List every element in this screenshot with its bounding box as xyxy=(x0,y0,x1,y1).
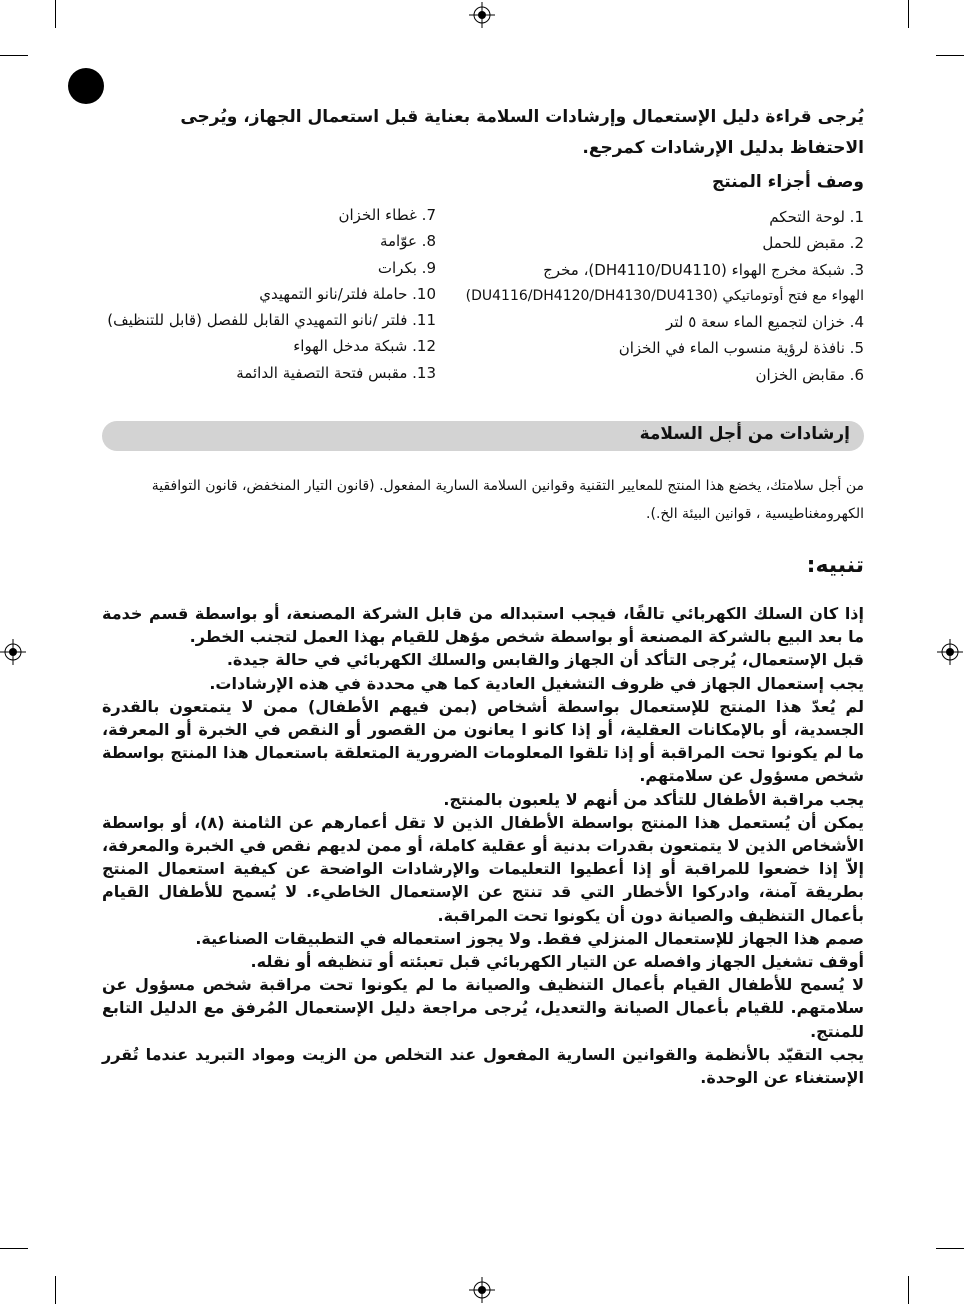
warning-paragraph: إذا كان السلك الكهربائي تالفًا، فيجب استبداله من قابل الشركة المصنعة، أو بواسطة قسم خدمة ما بعد البيع بالشركة المصنعة أو بواسطة شخص مؤهل للقيام بهذا العمل لتجنب الخطر. xyxy=(102,604,864,647)
list-item: 3. شبكة مخرج الهواء (DH4110/DU4110)، مخرج xyxy=(543,260,864,279)
crop-mark xyxy=(936,1248,964,1249)
list-item: 1. لوحة التحكم xyxy=(769,208,864,226)
warnings-block xyxy=(102,602,864,1089)
warning-paragraph: يجب التقيّد بالأنظمة والقوانين السارية المفعول عند التخلص من الزيت ومواد التبريد عندما تُقرر الإستغناء عن الوحدة. xyxy=(102,1044,864,1088)
crop-mark xyxy=(936,55,964,56)
warning-paragraph: لا يُسمح للأطفال القيام بأعمال التنظيف والصيانة ما لم يكونوا تحت مراقبة شخص مسؤول عن سلامتهم. للقيام بأعمال الصيانة والتعديل، يُرجى مراجعة دليل الإستعمال المُرفق مع الدليل التابع للمنتج. xyxy=(102,975,864,1041)
warning-paragraph: يجب مراقبة الأطفال للتأكد من أنهم لا يلعبون بالمنتج. xyxy=(443,789,864,809)
list-item: 11. فلتر /نانو التمهيدي القابل للفصل (قابل للتنظيف) xyxy=(107,311,436,330)
registration-mark-icon xyxy=(0,639,26,665)
list-item: 8. عوّامة xyxy=(379,232,436,251)
parts-list-right xyxy=(444,204,864,388)
list-item: 7. غطاء الخزان xyxy=(338,206,436,224)
safety-paragraph: من أجل سلامتك، يخضع هذا المنتج للمعايير التقنية وقوانين السلامة السارية المفعول. (قانون التيار المنخفض، قانون التوافقية الكهرومغناطيسية ، قوانين البيئة الخ.). xyxy=(151,478,864,522)
crop-mark xyxy=(55,1276,56,1304)
crop-mark xyxy=(55,0,56,28)
list-item: 5. نافذة لرؤية منسوب الماء في الخزان xyxy=(618,339,864,358)
registration-mark-icon xyxy=(937,639,963,665)
list-item: 4. خزان لتجميع الماء سعة ٥ لتر xyxy=(666,313,864,332)
warning-paragraph: أوقف تشغيل الجهاز وافصله عن التيار الكهربائي قبل تعبئته أو تنظيفه أو نقله. xyxy=(250,952,864,972)
crop-mark xyxy=(0,1248,28,1249)
list-item: الهواء مع فتح أوتوماتيكي (DU4116/DH4120/DH4130/DU4130) xyxy=(465,287,864,304)
warning-paragraph: لم يُعدّ هذا المنتج للإستعمال بواسطة أشخاص (بمن فيهم الأطفال) ممن لا يتمتعون بالقدرة الجسدية، أو بالإمكانات العقلية، أو إذا كانو ا يعانون من القصور أو النقص في الخبرة أو المعرفة، ما لم يكونوا تحت المراقبة أو إذا تلقوا المعلومات الضرورية المتعلقة باستعمال هذا المنتج بواسطة شخص مسؤول عن سلامتهم. xyxy=(102,696,864,786)
warning-paragraph: قبل الإستعمال، يُرجى التأكد أن الجهاز والقابس والسلك الكهربائي في حالة جيدة. xyxy=(226,650,864,670)
caution-title: تنبيه: xyxy=(806,553,864,578)
section-marker-dot xyxy=(68,68,104,104)
list-item: 13. مقبس فتحة التصفية الدائمة xyxy=(236,363,436,382)
safety-heading: إرشادات من أجل السلامة xyxy=(639,424,850,444)
list-item: 12. شبكة مدخل الهواء xyxy=(293,337,436,356)
intro-paragraph: يُرجى قراءة دليل الإستعمال وإرشادات السلامة بعناية قبل استعمال الجهاز، ويُرجى الاحتفاظ بدليل الإرشادات كمرجع. xyxy=(180,107,864,158)
parts-list-left xyxy=(96,202,436,386)
list-item: 10. حاملة فلتر/نانو التمهيدي xyxy=(259,284,436,303)
safety-heading-banner xyxy=(102,421,864,451)
list-item: 2. مقبض للحمل xyxy=(762,234,864,253)
crop-mark xyxy=(0,55,28,56)
crop-mark xyxy=(908,0,909,28)
warning-paragraph: يمكن أن يُستعمل هذا المنتج بواسطة الأطفال الذين لا تقل أعمارهم عن الثامنة (٨)، أو بواسطة الأشخاص الذين لا يتمتعون بقدرات بدنية أو عقلية كاملة، أو ممن لديهم نقص في الخبرة والمعرفة، إلاّ إذا خضعوا للمراقبة أو إذا أعطيوا التعليمات والإرشادات الواضحة عن كيفية استعمال المنتج بطريقة آمنة، وادركوا الأخطار التي قد تنتج عن الإستعمال الخاطيء. لا يُسمح للأطفال القيام بأعمال التنظيف والصيانة دون أن يكونوا تحت المراقبة. xyxy=(102,812,865,925)
registration-mark-icon xyxy=(469,1277,495,1303)
list-item: 9. بكرات xyxy=(377,258,436,277)
warning-paragraph: يجب إستعمال الجهاز في ظروف التشغيل العادية كما هي محددة في هذه الإرشادات. xyxy=(209,673,864,693)
registration-mark-icon xyxy=(469,2,495,28)
list-item: 6. مقابض الخزان xyxy=(755,365,864,384)
description-title: وصف أجزاء المنتج xyxy=(712,172,864,192)
warning-paragraph: صمم هذا الجهاز للإستعمال المنزلي فقط. ولا يجوز استعماله في التطبيقات الصناعية. xyxy=(195,928,864,948)
crop-mark xyxy=(908,1276,909,1304)
